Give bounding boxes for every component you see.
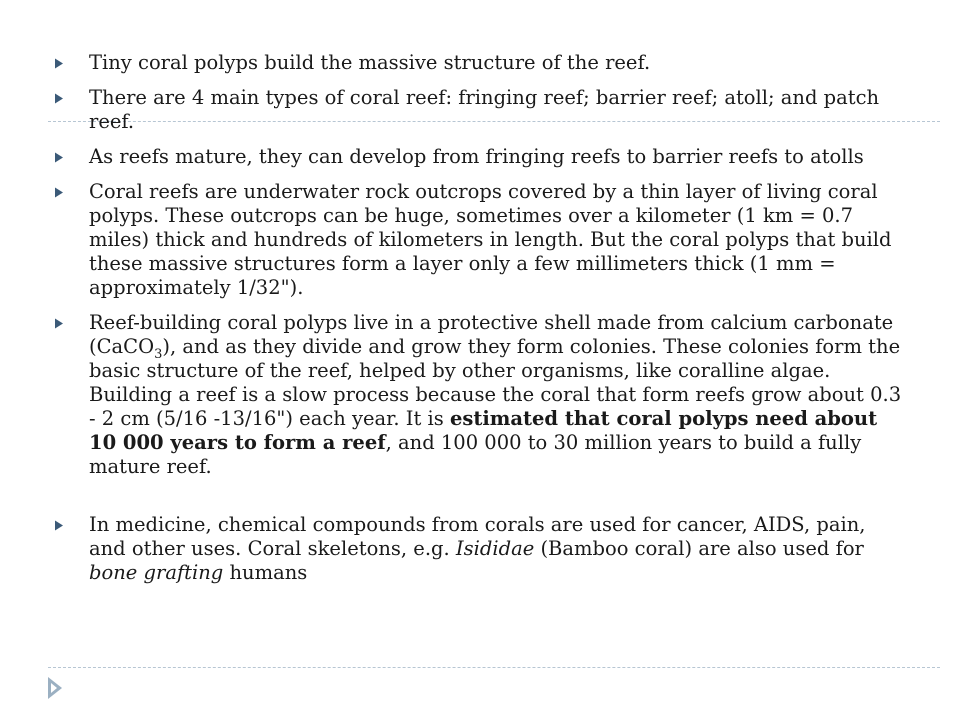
bullet-item xyxy=(54,51,906,75)
triangle-bullet-icon xyxy=(54,93,64,104)
triangle-bullet-icon xyxy=(54,520,64,531)
bullet-item xyxy=(54,513,906,585)
italic-term: bone grafting xyxy=(89,561,224,584)
bullet-text-part: , and 100 000 to 30 million years to build a fully mature reef. xyxy=(89,431,862,478)
subscript-three: 3 xyxy=(154,347,163,362)
bullet-item xyxy=(54,145,906,169)
bullet-item xyxy=(54,311,906,479)
bold-emphasis: estimated that coral polyps need about 10 000 years to form a reef xyxy=(89,407,878,454)
bullet-item xyxy=(54,86,906,134)
bullet-text-part: In medicine, chemical compounds from corals are used for cancer, AIDS, pain, and other uses. Coral skeletons, e.g. xyxy=(89,513,866,560)
bullet-text: As reefs mature, they can develop from fringing reefs to barrier reefs to atolls xyxy=(89,145,864,168)
bullet-item xyxy=(54,180,906,300)
divider-bottom xyxy=(48,667,940,668)
triangle-bullet-icon xyxy=(54,187,64,198)
triangle-bullet-icon xyxy=(54,152,64,163)
bullet-text-part: humans xyxy=(223,561,308,584)
bullet-text-part: (Bamboo coral) are also used for xyxy=(534,537,864,560)
bullet-text: Tiny coral polyps build the massive structure of the reef. xyxy=(89,51,651,74)
triangle-bullet-icon xyxy=(54,58,64,69)
corner-arrow-icon xyxy=(46,675,64,701)
triangle-bullet-icon xyxy=(54,318,64,329)
bullet-list xyxy=(54,51,906,596)
bullet-text: Coral reefs are underwater rock outcrops covered by a thin layer of living coral polyps. These outcrops can be huge, sometimes over a kilometer (1 km = 0.7 miles) thick and hundreds of kilometers in length. But the coral polyps that build these massive structures form a layer only a few millimeters thick (1 mm = approximately 1/32"). xyxy=(89,180,892,299)
bullet-text: There are 4 main types of coral reef: fringing reef; barrier reef; atoll; and patch reef. xyxy=(89,86,880,133)
italic-term: Isididae xyxy=(455,537,535,560)
bullet-text-part: ), and as they divide and grow they form colonies. These colonies form the basic structure of the reef, helped by other organisms, like coralline algae. Building a reef is a slow process because the coral that form reefs grow about 0.3 - 2 cm (5/16 -13/16") each year. It is xyxy=(89,335,902,430)
bullet-text-part: Reef-building coral polyps live in a protective shell made from calcium carbonate (CaCO xyxy=(89,311,894,358)
